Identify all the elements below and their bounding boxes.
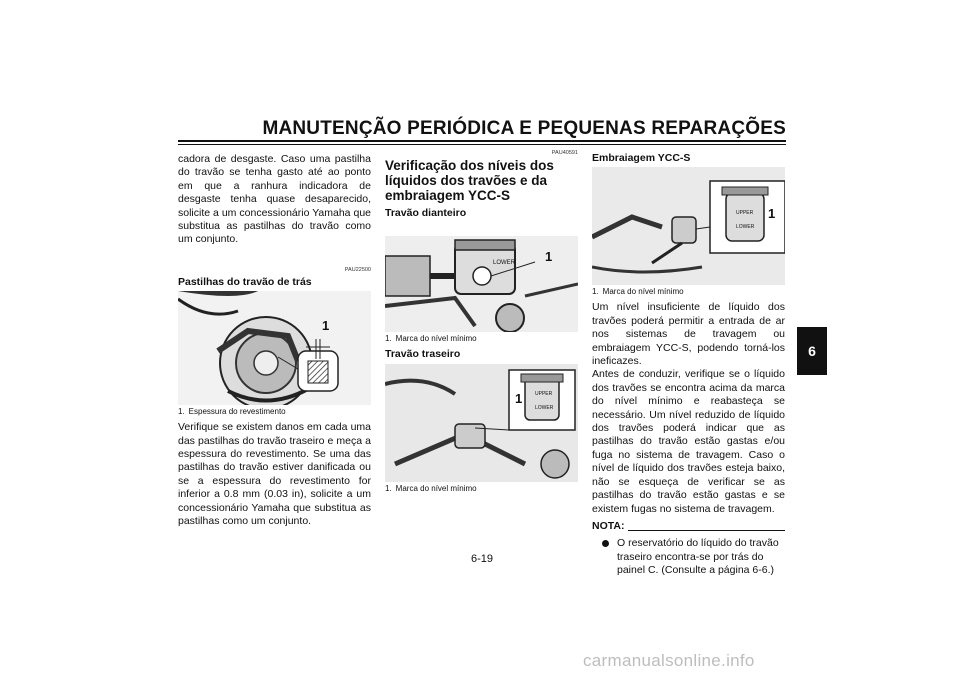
note-bullet	[592, 537, 785, 577]
page-number: 6-19	[470, 553, 494, 565]
section-code: PAU22500	[344, 266, 371, 273]
figure-callout-1: 1	[515, 390, 523, 406]
column-1	[178, 153, 371, 529]
note-bullet-text: O reservatório do líquido do travão traseiro encontra-se por trás do painel C. (Consulte a página 6-6.)	[617, 537, 779, 577]
caption-text: Marca do nível mínimo	[602, 287, 684, 297]
body-paragraph: Um nível insuficiente de líquido dos travões poderá permitir a entrada de ar nos sistemas de travagem ou embraiagem YCC-S, podendo torná-los ineficazes. Antes de conduzir, verifique se o líquido dos travões se encontra acima da marca do nível mínimo e reabasteça se necessário. Um nível reduzido de líquido dos travões poderá indicar que as pastilhas do travão estão gastas e/ou fuga no sistema de travagem. Caso o nível de líquido dos travões esteja baixo, não se esqueça de verificar se as pastilhas do travão estão gastas e se existem fugas no sistema de travagem.	[592, 301, 785, 515]
figure-rear-brake-reservoir	[385, 364, 578, 482]
upper-mark-label: UPPER	[736, 210, 754, 217]
watermark[interactable]: carmanualsonline.info	[583, 651, 755, 670]
lower-mark-label: LOWER	[736, 224, 755, 231]
caption-text: Espessura do revestimento	[188, 407, 286, 417]
caption-number: 1.	[592, 287, 599, 297]
figure-caption	[592, 287, 785, 297]
body-paragraph: Verifique se existem danos em cada uma das pastilhas do travão traseiro e meça a espessura do revestimento. Se uma das pastilhas do travão estiver danificada ou se a espessura do revestimento for inferior a 0.8 mm (0.03 in), solicite a um concessionário Yamaha que substitua as pastilhas como um conjunto.	[178, 421, 371, 528]
caption-text: Marca do nível mínimo	[395, 334, 477, 344]
note-heading	[592, 520, 785, 533]
header-rule-thin	[178, 144, 786, 145]
figure-callout-1: 1	[545, 249, 553, 265]
column-2	[385, 150, 578, 498]
figure-caption	[385, 334, 578, 344]
subheading-front-brake: Travão dianteiro	[385, 207, 467, 219]
intro-paragraph: cadora de desgaste. Caso uma pastilha do travão se tenha gasto até ao ponto em que a ranhura indicadora de desgaste tenha quase desaparecido, solicite a um concessionário Yamaha que substitua as pastilhas do travão como um conjunto.	[178, 153, 371, 246]
column-3	[592, 150, 785, 578]
chapter-tab[interactable]: 6	[797, 327, 827, 375]
page-title: MANUTENÇÃO PERIÓDICA E PEQUENAS REPARAÇÕES	[262, 118, 786, 139]
figure-rear-brake-pads	[178, 291, 371, 405]
figure-caption	[178, 407, 371, 417]
figure-clutch-reservoir	[592, 167, 785, 285]
bullet-icon	[602, 540, 609, 547]
figure-front-brake-reservoir	[385, 236, 578, 332]
section-heading-rear-pads: Pastilhas do travão de trás	[178, 275, 312, 288]
figure-callout-1: 1	[322, 318, 330, 334]
header-rule	[178, 140, 786, 142]
lower-mark-label: LOWER	[535, 404, 554, 411]
lower-mark-label: LOWER	[493, 260, 516, 267]
section-heading-fluid-levels: Verificação dos níveis dos líquidos dos travões e da embraiagem YCC-S	[385, 158, 554, 203]
figure-callout-1: 1	[768, 206, 776, 222]
caption-text: Marca do nível mínimo	[395, 483, 477, 493]
note-rule	[628, 530, 785, 531]
note-label: NOTA:	[592, 519, 625, 532]
subheading-ycc-s-clutch: Embraiagem YCC-S	[592, 152, 691, 164]
upper-mark-label: UPPER	[535, 390, 553, 397]
caption-number: 1.	[385, 483, 392, 493]
subheading-rear-brake: Travão traseiro	[385, 348, 461, 361]
caption-number: 1.	[178, 407, 185, 417]
section-code: PAU40591	[551, 150, 578, 156]
caption-number: 1.	[385, 334, 392, 344]
figure-caption	[385, 484, 578, 494]
